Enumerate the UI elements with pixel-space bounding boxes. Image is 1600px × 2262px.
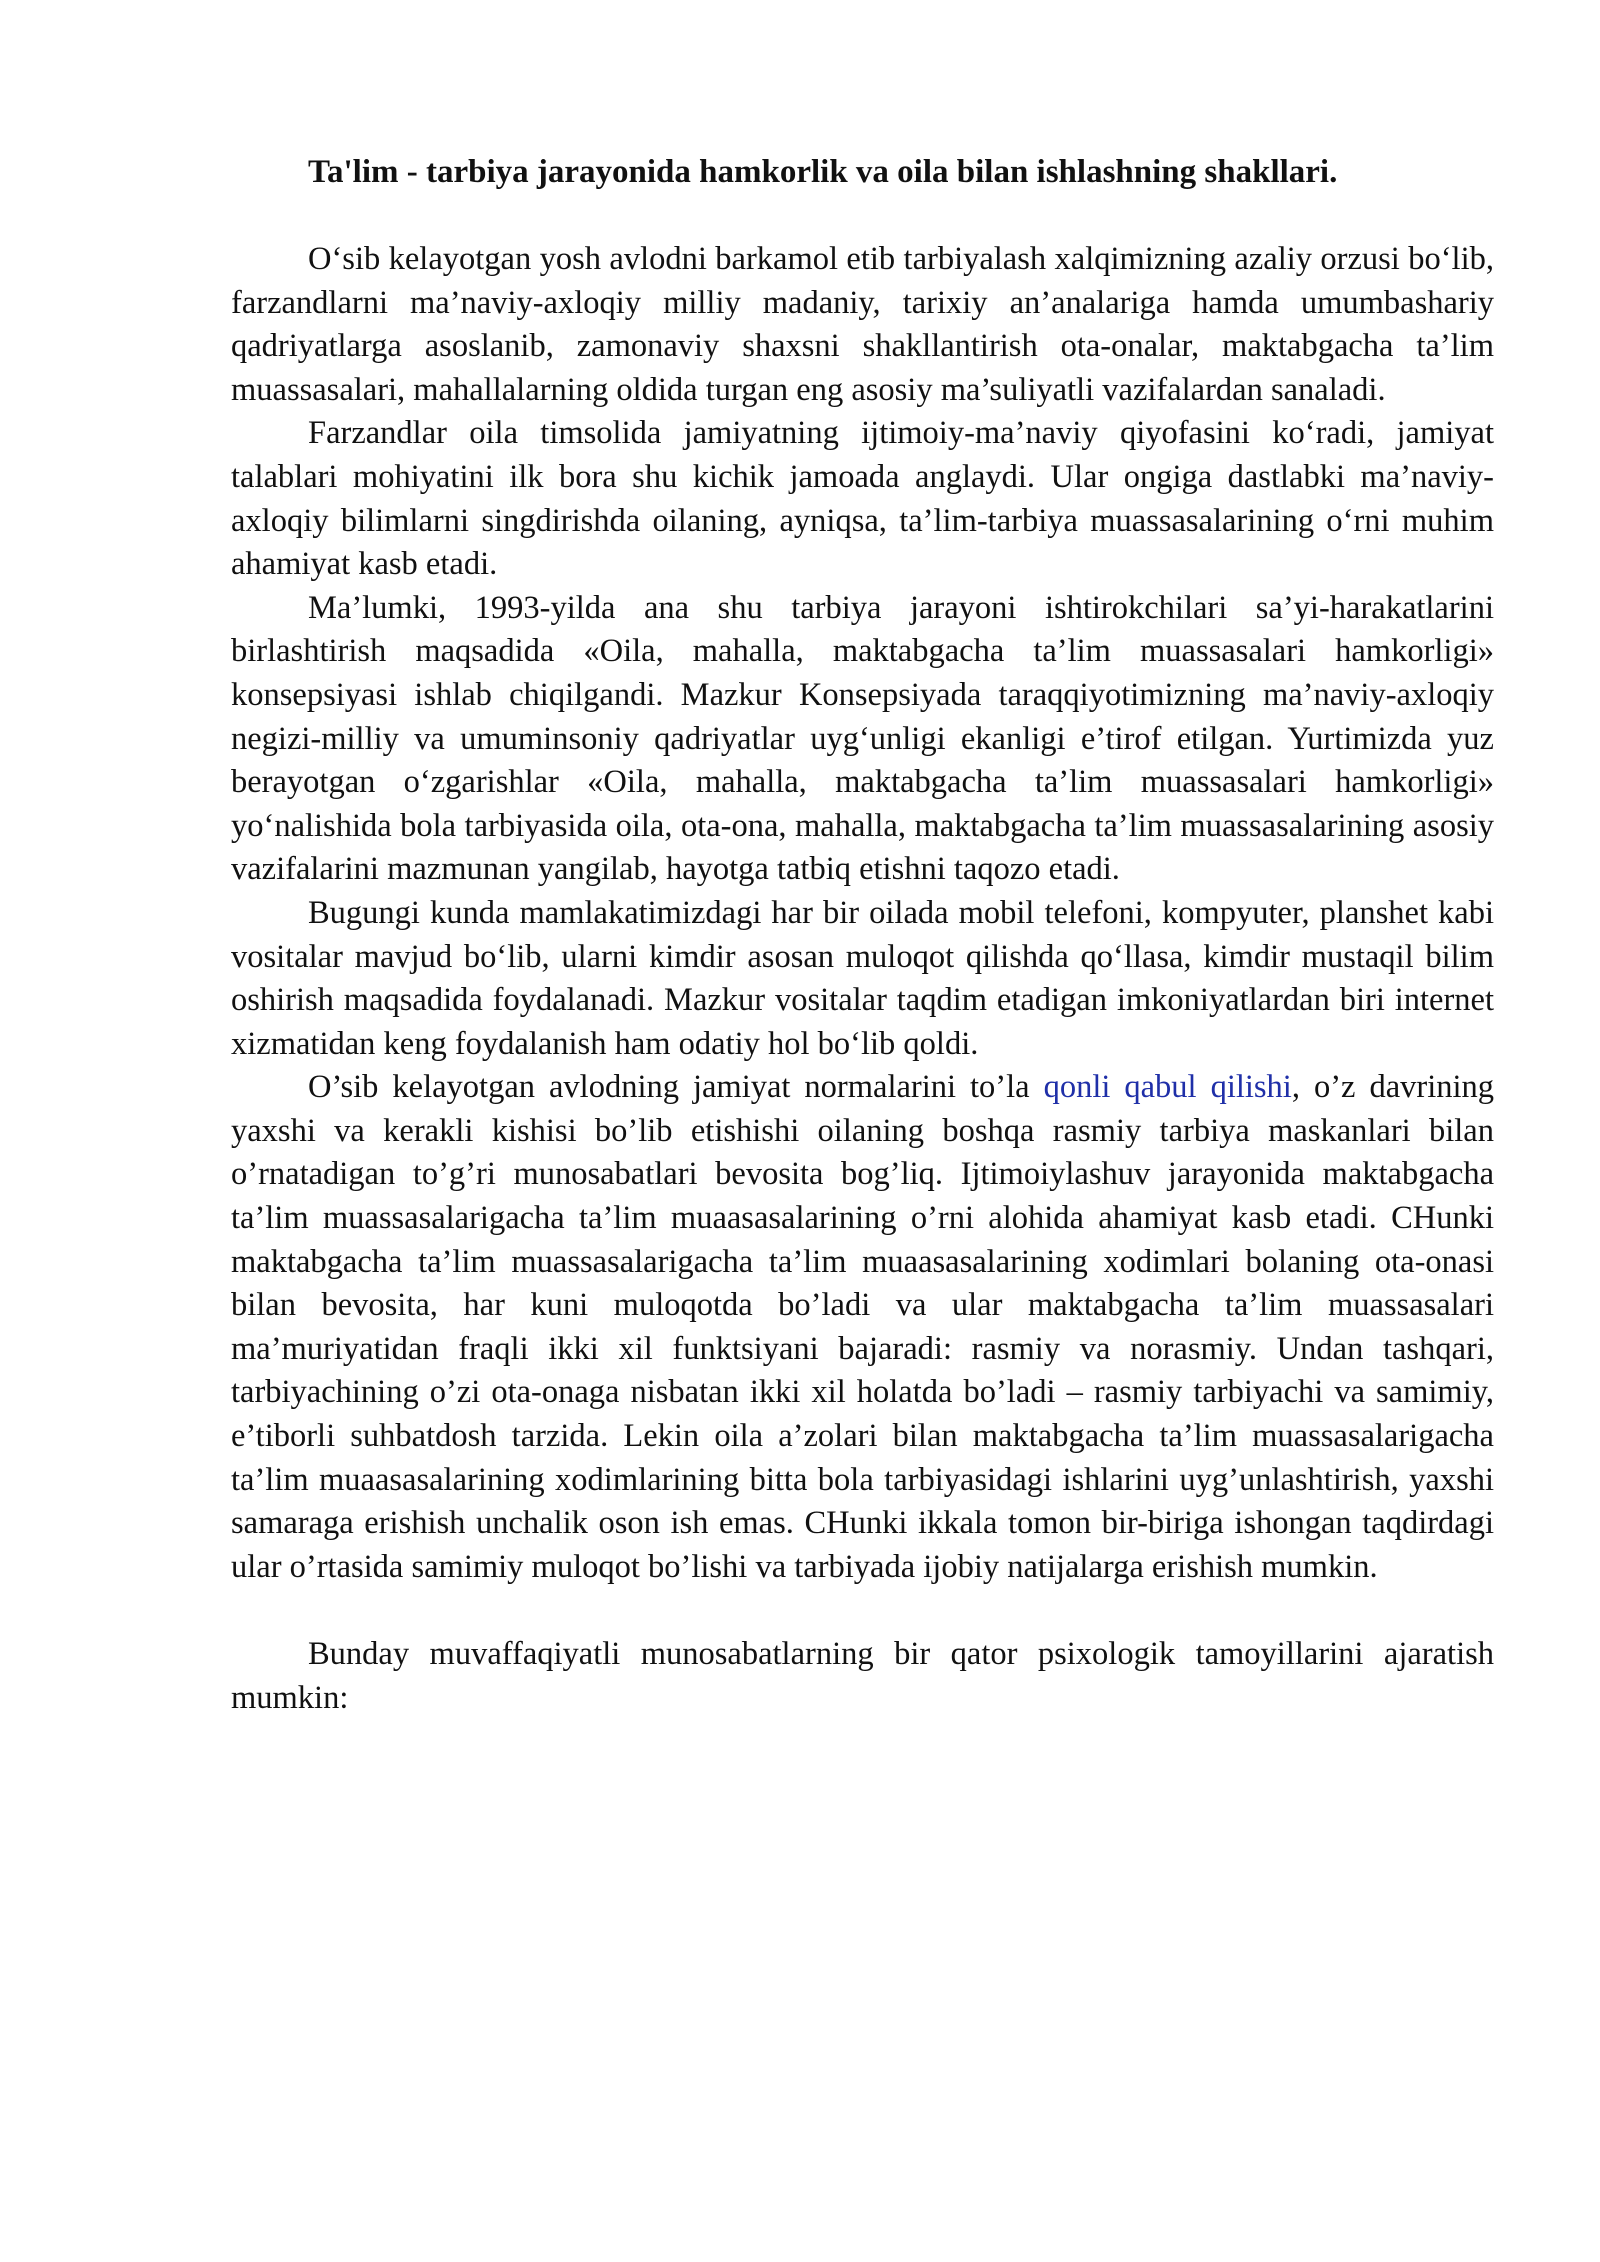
document-title: Ta'lim - tarbiya jarayonida hamkorlik va oila bilan ishlashning shakllari. xyxy=(308,154,1338,190)
paragraph-1: O‘sib kelayotgan yosh avlodni barkamol etib tarbiyalash xalqimizning azaliy orzusi bo‘lib, farzandlarni ma’naviy-axloqiy milliy madaniy, tarixiy an’analariga hamda umumbashariy qadriyatlarga asoslanib, zamonaviy shaxsni shakllantirish ota-onalar, maktabgacha ta’lim muassasalari, mahallalarning oldida turgan eng asosiy ma’suliyatli vazifalardan sanaladi. xyxy=(231,241,1494,408)
inline-link[interactable]: qonli qabul qilishi xyxy=(1043,1069,1292,1106)
paragraph-4: Bugungi kunda mamlakatimizdagi har bir oilada mobil telefoni, kompyuter, planshet kabi vositalar mavjud bo‘lib, ularni kimdir asosan muloqot qilishda qo‘llasa, kimdir mustaqil bilim oshirish maqsadida foydalanadi. Mazkur vositalar taqdim etadigan imkoniyatlardan biri internet xizmatidan keng foydalanish ham odatiy hol bo‘lib qoldi. xyxy=(231,894,1494,1062)
paragraph-5-text-before: O’sib kelayotgan avlodning jamiyat normalarini to’la xyxy=(308,1069,1044,1106)
spacer xyxy=(231,1589,1494,1633)
paragraph-5-text-after: , o’z davrining yaxshi va kerakli kishisi bo’lib etishishi oilaning boshqa rasmiy tarbiya maskanlari bilan o’rnatadigan to’g’ri munosabatlari bevosita bog’liq. Ijtimoiylashuv jarayonida maktabgacha ta’lim muassasalarigacha ta’lim muaasasalarining o’rni alohida ahamiyat kasb etadi. CHunki maktabgacha ta’lim muassasalarigacha ta’lim muaasasalarining xodimlari bolaning ota-onasi bilan bevosita, har kuni muloqotda bo’ladi va ular maktabgacha ta’lim muassasalari ma’muriyatidan fraqli ikki xil funktsiyani bajaradi: rasmiy va norasmiy. Undan tashqari, tarbiyachining o’zi ota-onaga nisbatan ikki xil holatda bo’ladi – rasmiy tarbiyachi va samimiy, e’tiborli suhbatdosh tarzida. Lekin oila a’zolari bilan maktabgacha ta’lim muassasalarigacha ta’lim muaasasalarining xodimlarining bitta bola tarbiyasidagi ishlarini uyg’unlashtirish, yaxshi samaraga erishish unchalik oson ish emas. CHunki ikkala tomon bir-biriga ishongan taqdirdagi ular o’rtasida samimiy muloqot bo’lishi va tarbiyada ijobiy natijalarga erishish mumkin. xyxy=(231,1069,1495,1585)
document-page xyxy=(231,150,1494,1721)
spacer xyxy=(231,194,1494,238)
paragraph-5 xyxy=(231,1066,1494,1589)
paragraph-final: Bunday muvaffaqiyatli munosabatlarning bir qator psixologik tamoyillarini ajaratish mumkin: xyxy=(231,1636,1494,1716)
paragraph-2: Farzandlar oila timsolida jamiyatning ijtimoiy-ma’naviy qiyofasini ko‘radi, jamiyat talablari mohiyatini ilk bora shu kichik jamoada anglaydi. Ular ongiga dastlabki ma’naviy-axloqiy bilimlarni singdirishda oilaning, ayniqsa, ta’lim-tarbiya muassasalarining o‘rni muhim ahamiyat kasb etadi. xyxy=(231,415,1494,583)
paragraph-3: Ma’lumki, 1993-yilda ana shu tarbiya jarayoni ishtirokchilari sa’yi-harakatlarini birlashtirish maqsadida «Oila, mahalla, maktabgacha ta’lim muassasalari hamkorligi» konsepsiyasi ishlab chiqilgandi. Mazkur Konsepsiyada taraqqiyotimizning ma’naviy-axloqiy negizi-milliy va umuminsoniy qadriyatlar uyg‘unligi ekanligi e’tirof etilgan. Yurtimizda yuz berayotgan o‘zgarishlar «Oila, mahalla, maktabgacha ta’lim muassasalari hamkorligi» yo‘nalishida bola tarbiyasida oila, ota-ona, mahalla, maktabgacha ta’lim muassasalarining asosiy vazifalarini mazmunan yangilab, hayotga tatbiq etishni taqozo etadi. xyxy=(231,589,1494,888)
